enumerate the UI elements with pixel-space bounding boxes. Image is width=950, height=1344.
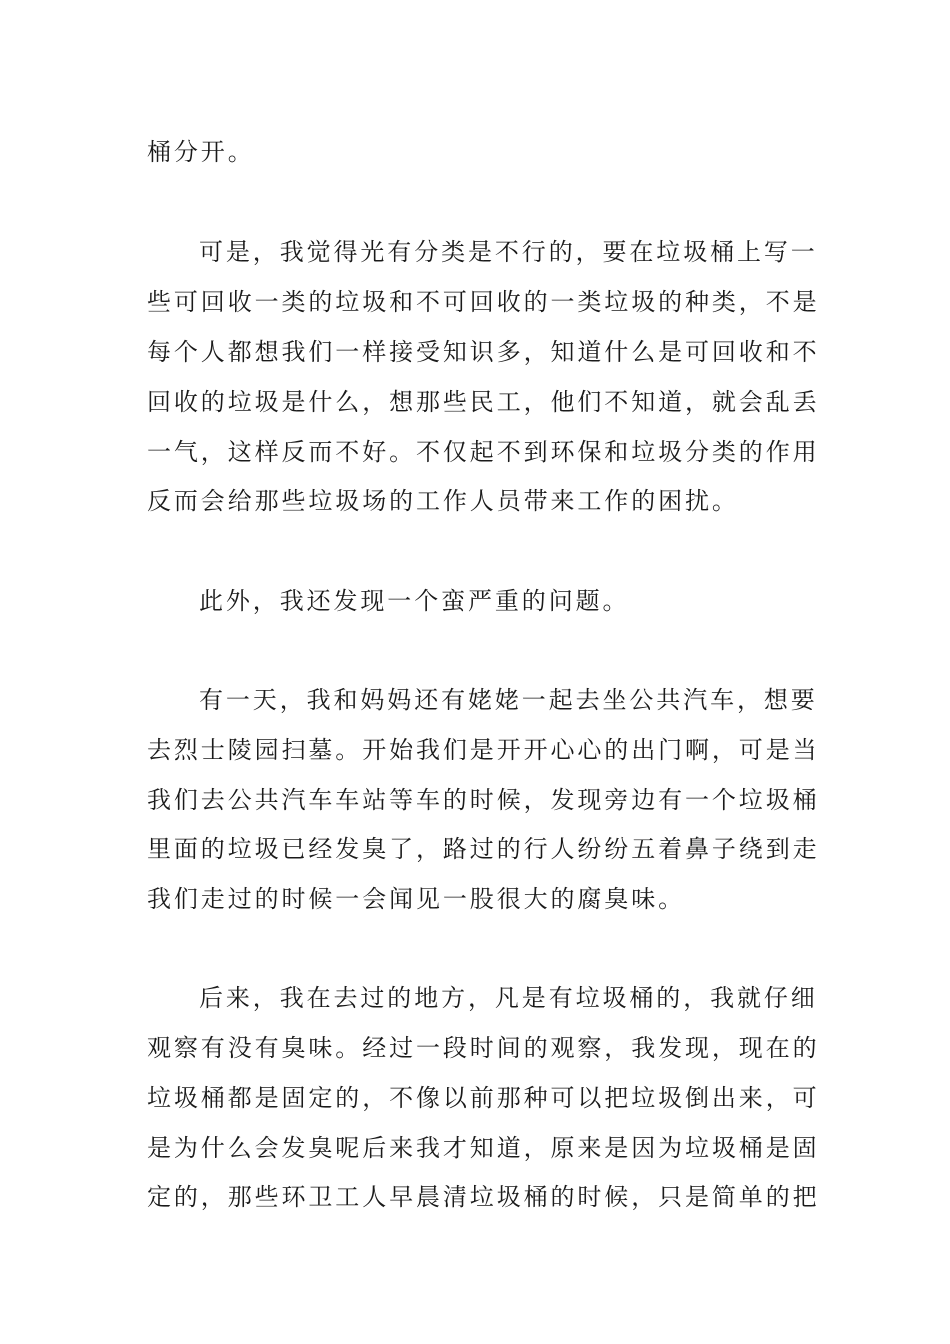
paragraph-2-line-5: 一气，这样反而不好。不仅起不到环保和垃圾分类的作用 — [147, 438, 820, 466]
paragraph-4-line-1: 有一天，我和妈妈还有姥姥一起去坐公共汽车，想要 — [199, 686, 818, 714]
paragraph-5-line-2: 观察有没有臭味。经过一段时间的观察，我发现，现在的 — [147, 1034, 820, 1062]
paragraph-5-line-5: 定的，那些环卫工人早晨清垃圾桶的时候，只是简单的把 — [147, 1183, 820, 1211]
paragraph-2-line-2: 些可回收一类的垃圾和不可回收的一类垃圾的种类，不是 — [147, 288, 820, 316]
paragraph-1-line-1: 桶分开。 — [147, 138, 255, 166]
paragraph-2-line-4: 回收的垃圾是什么，想那些民工，他们不知道，就会乱丢 — [147, 388, 820, 416]
paragraph-4-line-3: 我们去公共汽车车站等车的时候，发现旁边有一个垃圾桶 — [147, 786, 820, 814]
paragraph-3-line-1: 此外，我还发现一个蛮严重的问题。 — [199, 587, 630, 615]
paragraph-4-line-4: 里面的垃圾已经发臭了，路过的行人纷纷五着鼻子绕到走 — [147, 835, 820, 863]
paragraph-2-line-6: 反而会给那些垃圾场的工作人员带来工作的困扰。 — [147, 487, 739, 515]
paragraph-2-line-1: 可是，我觉得光有分类是不行的，要在垃圾桶上写一 — [199, 238, 818, 266]
paragraph-4-line-2: 去烈士陵园扫墓。开始我们是开开心心的出门啊，可是当 — [147, 736, 820, 764]
paragraph-5-line-1: 后来，我在去过的地方，凡是有垃圾桶的，我就仔细 — [199, 984, 818, 1012]
paragraph-5-line-4: 是为什么会发臭呢后来我才知道，原来是因为垃圾桶是固 — [147, 1134, 820, 1162]
paragraph-5-line-3: 垃圾桶都是固定的，不像以前那种可以把垃圾倒出来，可 — [147, 1084, 820, 1112]
paragraph-4-line-5: 我们走过的时候一会闻见一股很大的腐臭味。 — [147, 885, 685, 913]
paragraph-2-line-3: 每个人都想我们一样接受知识多，知道什么是可回收和不 — [147, 338, 820, 366]
